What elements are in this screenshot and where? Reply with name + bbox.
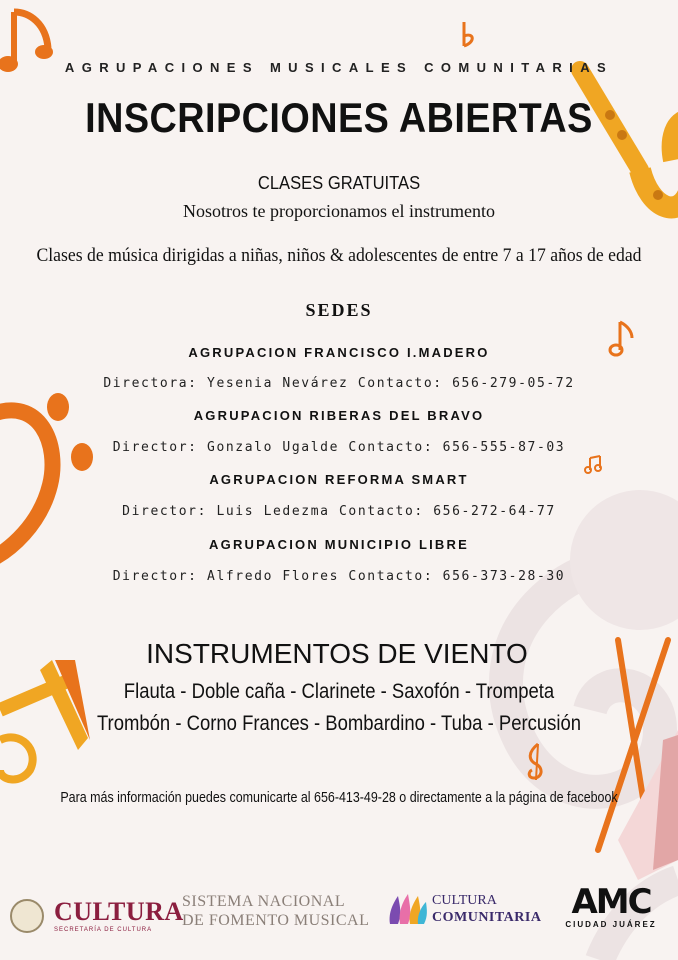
free-classes-label: CLASES GRATUITAS [257, 173, 421, 193]
amc-logo [556, 884, 666, 929]
sede-contact: Director: Luis Ledezma Contacto: 656-272-64-77 [122, 504, 556, 519]
treble-clef-icon [522, 742, 552, 782]
instruments-line-1: Flauta - Doble caña - Clarinete - Saxofón - Trompeta [123, 680, 555, 703]
comunitaria-line-2: COMUNITARIA [432, 910, 542, 925]
eighth-note-icon [584, 454, 608, 474]
flat-icon [460, 20, 480, 50]
cultura-comunitaria-logo [386, 892, 541, 926]
cultura-logo [10, 886, 184, 946]
sede-contact: Director: Alfredo Flores Contacto: 656-373-28-30 [112, 569, 566, 584]
sistema-line-2: DE FOMENTO MUSICAL [182, 912, 370, 929]
sede-name: AGRUPACION FRANCISCO I.MADERO [188, 345, 490, 360]
cultura-subtitle: SECRETARÍA DE CULTURA [54, 927, 153, 933]
sede-name: AGRUPACION MUNICIPIO LIBRE [209, 537, 469, 552]
contact-info: Para más información puedes comunicarte al 656-413-49-28 o directamente a la página de facebook [60, 790, 618, 806]
seal-icon [10, 899, 44, 933]
cultura-wordmark: CULTURA [54, 897, 184, 926]
footer-logos [0, 880, 678, 950]
audience-description: Clases de música dirigidas a niñas, niños & adolescentes de entre 7 a 17 años de edad [36, 245, 642, 266]
sistema-line-1: SISTEMA NACIONAL [182, 893, 346, 910]
sede-contact: Directora: Yesenia Nevárez Contacto: 656-279-05-72 [103, 376, 575, 391]
sistema-nacional-logo [182, 892, 369, 930]
sedes-title: SEDES [305, 300, 373, 320]
sede-name: AGRUPACION RIBERAS DEL BRAVO [193, 408, 485, 423]
instruments-title: INSTRUMENTOS DE VIENTO [146, 638, 528, 669]
sede-name: AGRUPACION REFORMA SMART [209, 472, 469, 487]
instrument-note: Nosotros te proporcionamos el instrumento [183, 201, 495, 221]
amc-wordmark: AMC [571, 882, 651, 922]
organization-title: AGRUPACIONES MUSICALES COMUNITARIAS [64, 60, 614, 75]
instruments-line-2: Trombón - Corno Frances - Bombardino - Tuba - Percusión [96, 712, 582, 735]
headline: INSCRIPCIONES ABIERTAS [85, 94, 593, 141]
flames-icon [386, 892, 428, 926]
comunitaria-line-1: CULTURA [432, 893, 497, 908]
sede-contact: Director: Gonzalo Ugalde Contacto: 656-555-87-03 [112, 440, 566, 455]
amc-subtitle: CIUDAD JUÁREZ [565, 920, 657, 929]
